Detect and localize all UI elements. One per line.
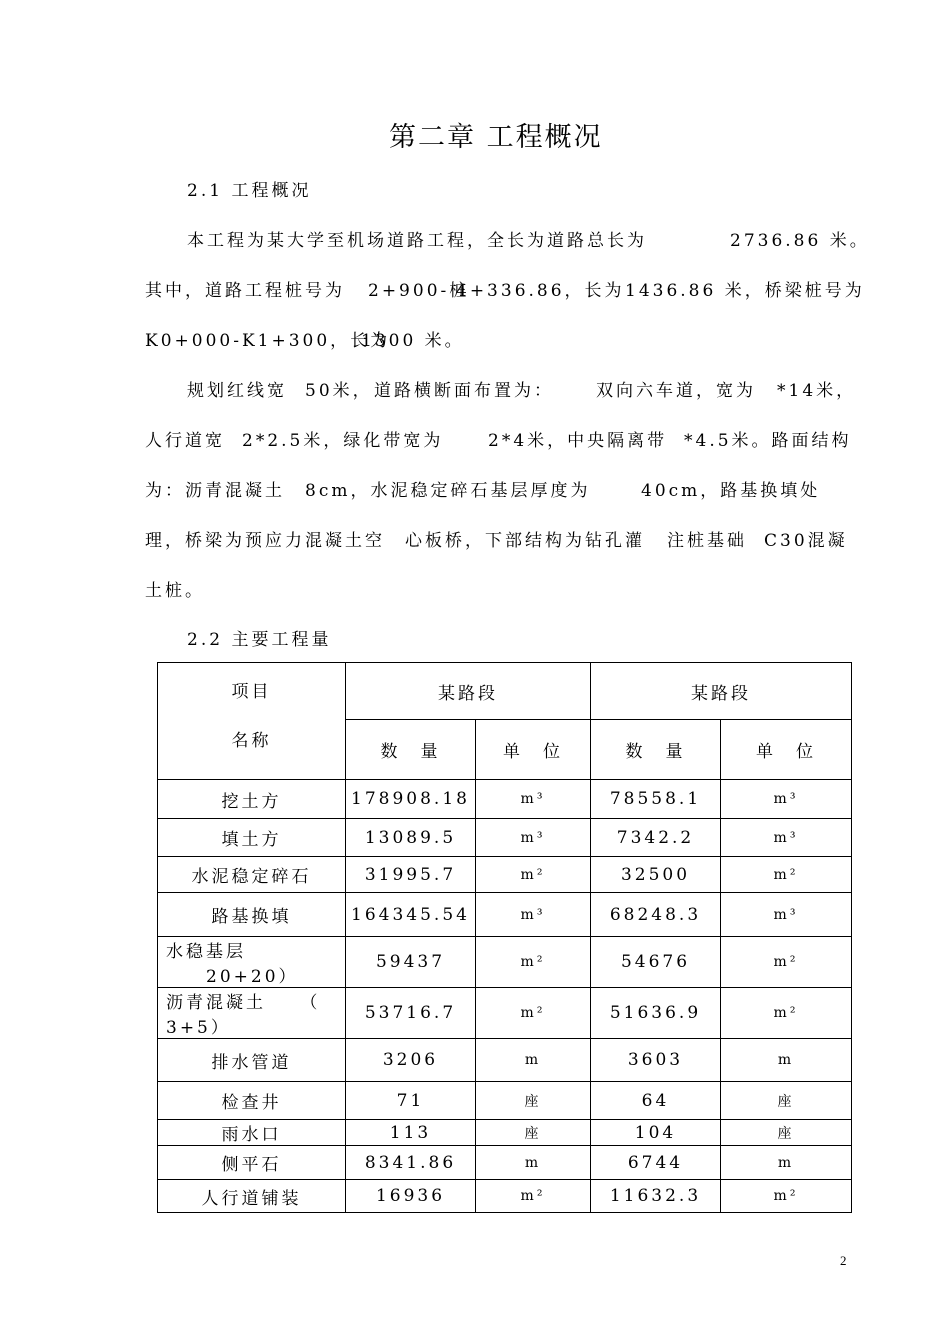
para-line: 人行道宽 bbox=[145, 431, 225, 451]
row-name: 挖土方 bbox=[158, 780, 346, 819]
row-name: 填土方 bbox=[158, 819, 346, 857]
header-group-1: 某路段 bbox=[346, 663, 591, 720]
page-number: 2 bbox=[840, 1253, 847, 1268]
row-unit: m bbox=[721, 1146, 852, 1180]
row-qty: 53716.7 bbox=[346, 988, 476, 1039]
table-row bbox=[158, 988, 852, 1039]
row-name bbox=[158, 988, 346, 1039]
para-line: 双向六车道，宽为 bbox=[596, 381, 756, 401]
row-unit: m³ bbox=[476, 780, 591, 819]
row-qty: 3603 bbox=[591, 1039, 721, 1082]
row-unit: 座 bbox=[476, 1082, 591, 1120]
row-unit: m² bbox=[476, 937, 591, 988]
table-row bbox=[158, 819, 852, 857]
header-unit: 单 位 bbox=[476, 720, 591, 780]
header-item-cell bbox=[158, 663, 346, 780]
section-heading-2-2: 2.2 主要工程量 bbox=[187, 630, 332, 650]
row-name-b: 20+20） bbox=[206, 967, 299, 987]
para-line: 心板桥，下部结构为钻孔灌 bbox=[405, 531, 645, 551]
page-title: 第二章 工程概况 bbox=[389, 122, 603, 153]
para-line: *14米， bbox=[777, 381, 857, 401]
table-row bbox=[158, 780, 852, 819]
table-row bbox=[158, 1082, 852, 1120]
para-line: K0+000-K1+300，长为 bbox=[145, 331, 391, 351]
row-unit: m² bbox=[721, 988, 852, 1039]
section-heading-2-1: 2.1 工程概况 bbox=[187, 181, 312, 201]
para-line: 土桩。 bbox=[145, 581, 205, 601]
row-name: 人行道铺装 bbox=[158, 1180, 346, 1213]
row-unit: m bbox=[476, 1146, 591, 1180]
row-qty: 8341.86 bbox=[346, 1146, 476, 1180]
row-unit: m³ bbox=[721, 780, 852, 819]
row-qty: 178908.18 bbox=[346, 780, 476, 819]
row-unit: m bbox=[476, 1039, 591, 1082]
para-line: 40cm，路基换填处 bbox=[641, 481, 821, 501]
row-unit: m² bbox=[721, 1180, 852, 1213]
row-name: 侧平石 bbox=[158, 1146, 346, 1180]
row-name: 检查井 bbox=[158, 1082, 346, 1120]
row-qty: 13089.5 bbox=[346, 819, 476, 857]
row-unit: m² bbox=[476, 1180, 591, 1213]
para-line: 理，桥梁为预应力混凝土空 bbox=[145, 531, 385, 551]
row-qty: 68248.3 bbox=[591, 893, 721, 937]
row-qty: 32500 bbox=[591, 857, 721, 893]
row-qty: 51636.9 bbox=[591, 988, 721, 1039]
para-line: 1436.86 米，桥梁桩号为 bbox=[625, 281, 865, 301]
header-item-top: 项目 bbox=[231, 682, 272, 702]
row-name: 雨水口 bbox=[158, 1120, 346, 1146]
para-line: 为：沥青混凝土 bbox=[145, 481, 285, 501]
para-line: 1300 米。 bbox=[361, 331, 465, 351]
row-qty: 54676 bbox=[591, 937, 721, 988]
row-unit: 座 bbox=[721, 1120, 852, 1146]
row-unit: 座 bbox=[721, 1082, 852, 1120]
table-row bbox=[158, 1146, 852, 1180]
para-line: 2*2.5米，绿化带宽为 bbox=[242, 431, 444, 451]
para-line: 道路横断面布置为： bbox=[374, 381, 554, 401]
row-qty: 16936 bbox=[346, 1180, 476, 1213]
header-item-bottom: 名称 bbox=[231, 731, 272, 751]
row-qty: 113 bbox=[346, 1120, 476, 1146]
para-line: 规划红线宽 bbox=[187, 381, 287, 401]
row-qty: 31995.7 bbox=[346, 857, 476, 893]
header-qty: 数 量 bbox=[346, 720, 476, 780]
para-line: C30混凝 bbox=[764, 531, 848, 551]
row-qty: 6744 bbox=[591, 1146, 721, 1180]
para-line: 2736.86 米。 bbox=[730, 231, 870, 251]
para-line: 注桩基础 bbox=[667, 531, 747, 551]
para-line: 本工程为某大学至机场道路工程，全长为道路总长为 bbox=[187, 231, 647, 251]
para-line: 4+336.86，长为 bbox=[456, 281, 625, 301]
para-line: 其中，道路工程桩号为 bbox=[145, 281, 345, 301]
row-qty: 7342.2 bbox=[591, 819, 721, 857]
row-name: 路基换填 bbox=[158, 893, 346, 937]
row-qty: 71 bbox=[346, 1082, 476, 1120]
table-row bbox=[158, 937, 852, 988]
table-row bbox=[158, 857, 852, 893]
row-qty: 59437 bbox=[346, 937, 476, 988]
table-row bbox=[158, 893, 852, 937]
row-qty: 3206 bbox=[346, 1039, 476, 1082]
para-line: 2*4米，中央隔离带 bbox=[488, 431, 668, 451]
para-line: *4.5米。路面结构 bbox=[684, 431, 852, 451]
row-qty: 11632.3 bbox=[591, 1180, 721, 1213]
row-unit: m³ bbox=[476, 893, 591, 937]
row-unit: m² bbox=[476, 988, 591, 1039]
row-unit: m³ bbox=[476, 819, 591, 857]
row-name-a: 沥青混凝土 bbox=[166, 993, 266, 1013]
header-group-2: 某路段 bbox=[591, 663, 852, 720]
row-name: 排水管道 bbox=[158, 1039, 346, 1082]
row-name-b: （ 3+5） bbox=[166, 993, 321, 1038]
header-unit: 单 位 bbox=[721, 720, 852, 780]
quantity-table bbox=[157, 662, 852, 1213]
table-row bbox=[158, 1180, 852, 1213]
para-line: 50米， bbox=[305, 381, 373, 401]
row-name-a: 水稳基层 bbox=[166, 942, 246, 962]
table-row bbox=[158, 1120, 852, 1146]
row-unit: 座 bbox=[476, 1120, 591, 1146]
para-line: 8cm，水泥稳定碎石基层厚度为 bbox=[305, 481, 591, 501]
row-unit: m³ bbox=[721, 893, 852, 937]
row-qty: 104 bbox=[591, 1120, 721, 1146]
row-name bbox=[158, 937, 346, 988]
row-unit: m bbox=[721, 1039, 852, 1082]
header-qty: 数 量 bbox=[591, 720, 721, 780]
row-unit: m² bbox=[476, 857, 591, 893]
row-unit: m² bbox=[721, 857, 852, 893]
row-qty: 164345.54 bbox=[346, 893, 476, 937]
row-qty: 64 bbox=[591, 1082, 721, 1120]
row-unit: m³ bbox=[721, 819, 852, 857]
para-line: 2+900-桩 bbox=[368, 281, 470, 301]
table-row bbox=[158, 1039, 852, 1082]
row-unit: m² bbox=[721, 937, 852, 988]
row-name: 水泥稳定碎石 bbox=[158, 857, 346, 893]
row-qty: 78558.1 bbox=[591, 780, 721, 819]
